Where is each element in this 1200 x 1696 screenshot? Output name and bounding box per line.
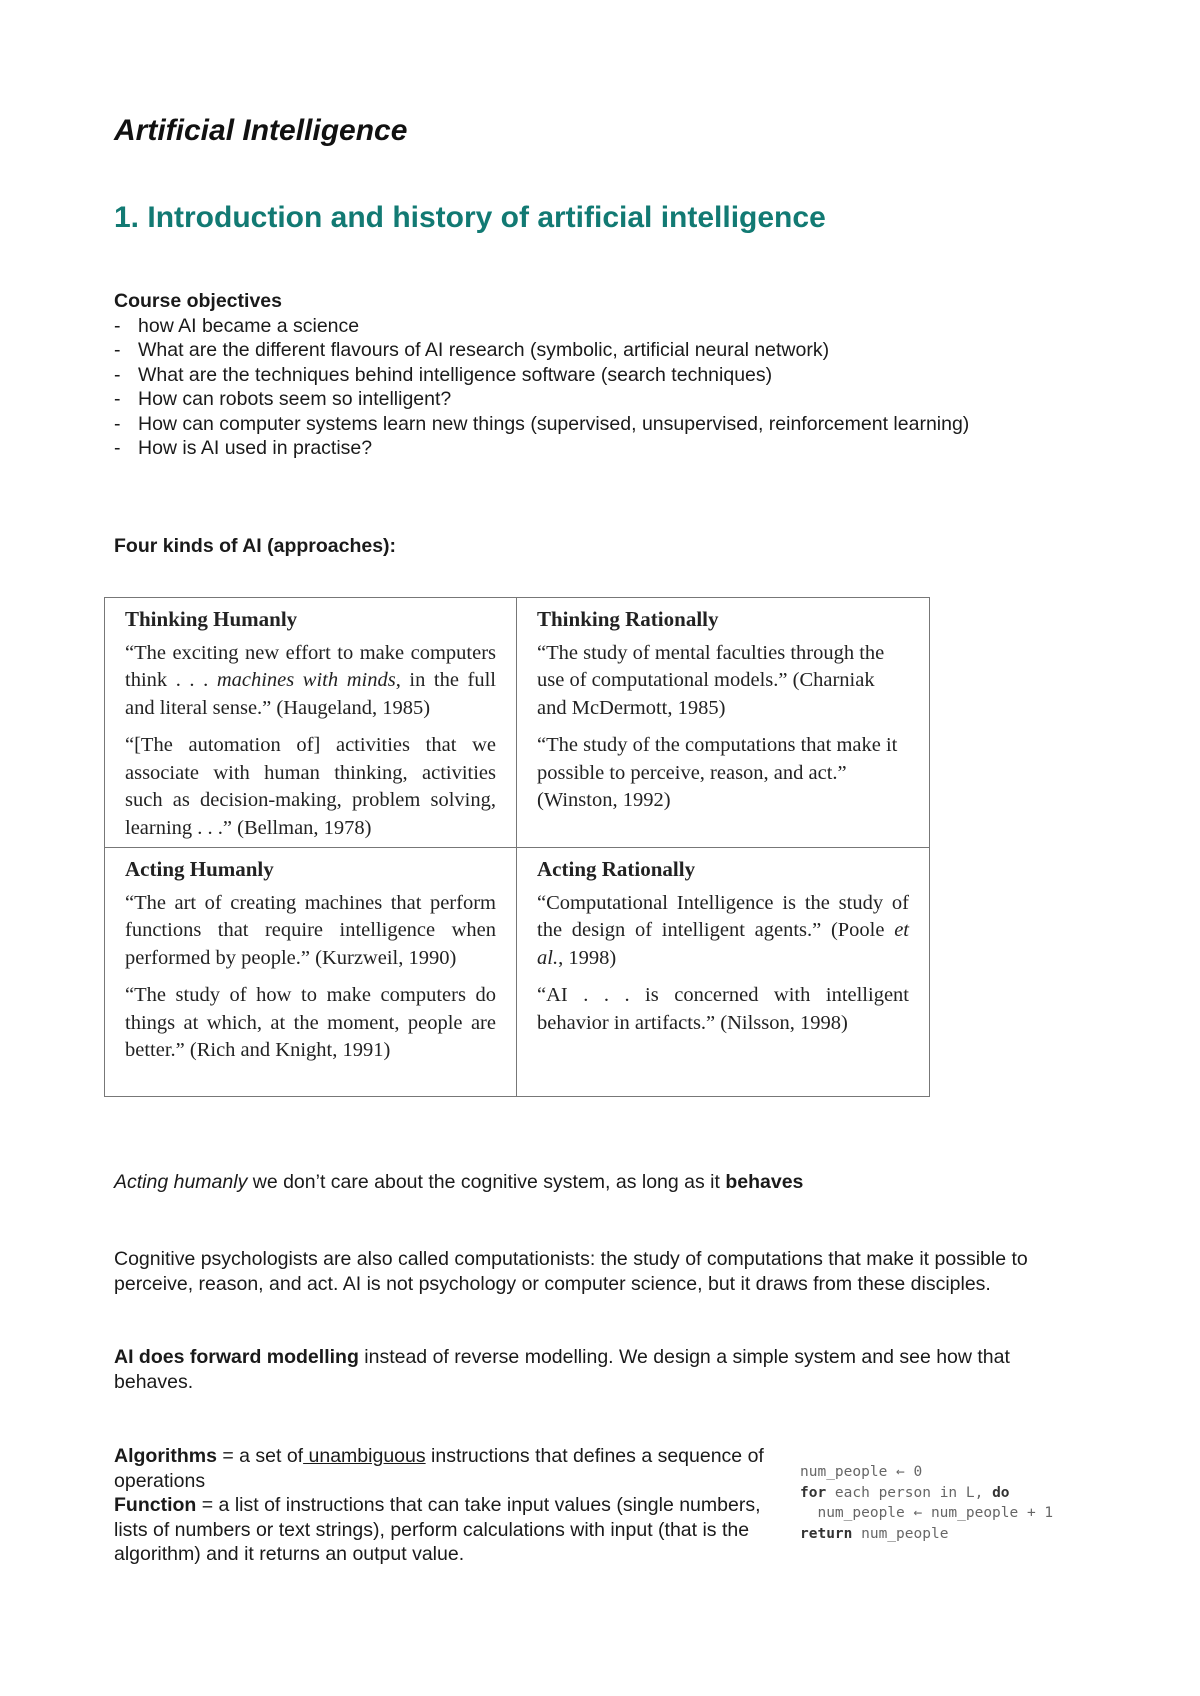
pseudocode-block — [800, 1462, 1053, 1544]
cell-title: Acting Rationally — [537, 857, 696, 881]
cell-thinking-rationally — [517, 598, 929, 848]
objective-item: - How can robots seem so intelligent? — [114, 387, 1014, 412]
objectives-list — [114, 314, 1014, 461]
objective-item: - How is AI used in practise? — [114, 436, 1014, 461]
cell-quote: “The study of the computations that make it possible to perceive, reason, and act.” (Winston, 1992) — [537, 734, 898, 811]
objectives-heading: Course objectives — [114, 290, 282, 312]
cell-acting-humanly — [105, 848, 517, 1096]
function-definition: Function = a list of instructions that can take input values (single numbers, lists of numbers or text strings), perform calculations with input (that is the algorithm) and it returns an output value. — [114, 1494, 761, 1565]
code-line: return num_people — [800, 1525, 949, 1542]
forward-modelling-paragraph: AI does forward modelling instead of reverse modelling. We design a simple system and see how that behaves. — [114, 1346, 1010, 1393]
algorithms-definition: Algorithms = a set of unambiguous instructions that defines a sequence of operations — [114, 1445, 764, 1492]
cell-quote: “The art of creating machines that perform functions that require intelligence when performed by people.” (Kurzweil, 1990) — [125, 891, 496, 969]
objective-item: - What are the techniques behind intelligence software (search techniques) — [114, 363, 1014, 388]
chapter-title: 1. Introduction and history of artificial intelligence — [114, 201, 826, 234]
code-line: num_people ← 0 — [800, 1464, 923, 1480]
objective-item: - How can computer systems learn new things (supervised, unsupervised, reinforcement learning) — [114, 412, 1014, 437]
course-objectives — [114, 289, 1014, 461]
cell-thinking-humanly — [105, 598, 517, 848]
cell-title: Thinking Humanly — [125, 607, 298, 631]
four-kinds-heading: Four kinds of AI (approaches): — [114, 535, 397, 557]
cell-quote: “The study of mental faculties through the use of computational models.” (Charniak and McDermott, 1985) — [537, 641, 885, 719]
cell-quote: “Computational Intelligence is the study of the design of intelligent agents.” (Poole et al., 1998) — [537, 891, 909, 969]
cell-quote: “The exciting new effort to make computers think . . . machines with minds, in the full and literal sense.” (Haugeland, 1985) — [125, 641, 496, 719]
cognitive-psychology-paragraph: Cognitive psychologists are also called computationists: the study of computations that make it possible to perceive, reason, and act. AI is not psychology or computer science, but it draws from these disciples. — [114, 1248, 1028, 1295]
objective-item: - What are the different flavours of AI research (symbolic, artificial neural network) — [114, 338, 1014, 363]
cell-quote: “[The automation of] activities that we associate with human thinking, activities such as decision-making, problem solving, learning . . .” (Bellman, 1978) — [125, 734, 496, 839]
document-title: Artificial Intelligence — [114, 114, 408, 147]
objective-item: - how AI became a science — [114, 314, 1014, 339]
cell-acting-rationally — [517, 848, 929, 1096]
cell-title: Acting Humanly — [125, 857, 274, 881]
cell-quote: “AI . . . is concerned with intelligent behavior in artifacts.” (Nilsson, 1998) — [537, 984, 909, 1034]
ai-approaches-table — [104, 597, 930, 1097]
code-line: for each person in L, do — [800, 1484, 1010, 1501]
cell-quote: “The study of how to make computers do things at which, at the moment, people are better.” (Rich and Knight, 1991) — [125, 984, 496, 1061]
code-line: num_people ← num_people + 1 — [800, 1505, 1054, 1521]
cell-title: Thinking Rationally — [537, 607, 719, 631]
acting-humanly-note: Acting humanly we don’t care about the cognitive system, as long as it behaves — [114, 1171, 804, 1193]
